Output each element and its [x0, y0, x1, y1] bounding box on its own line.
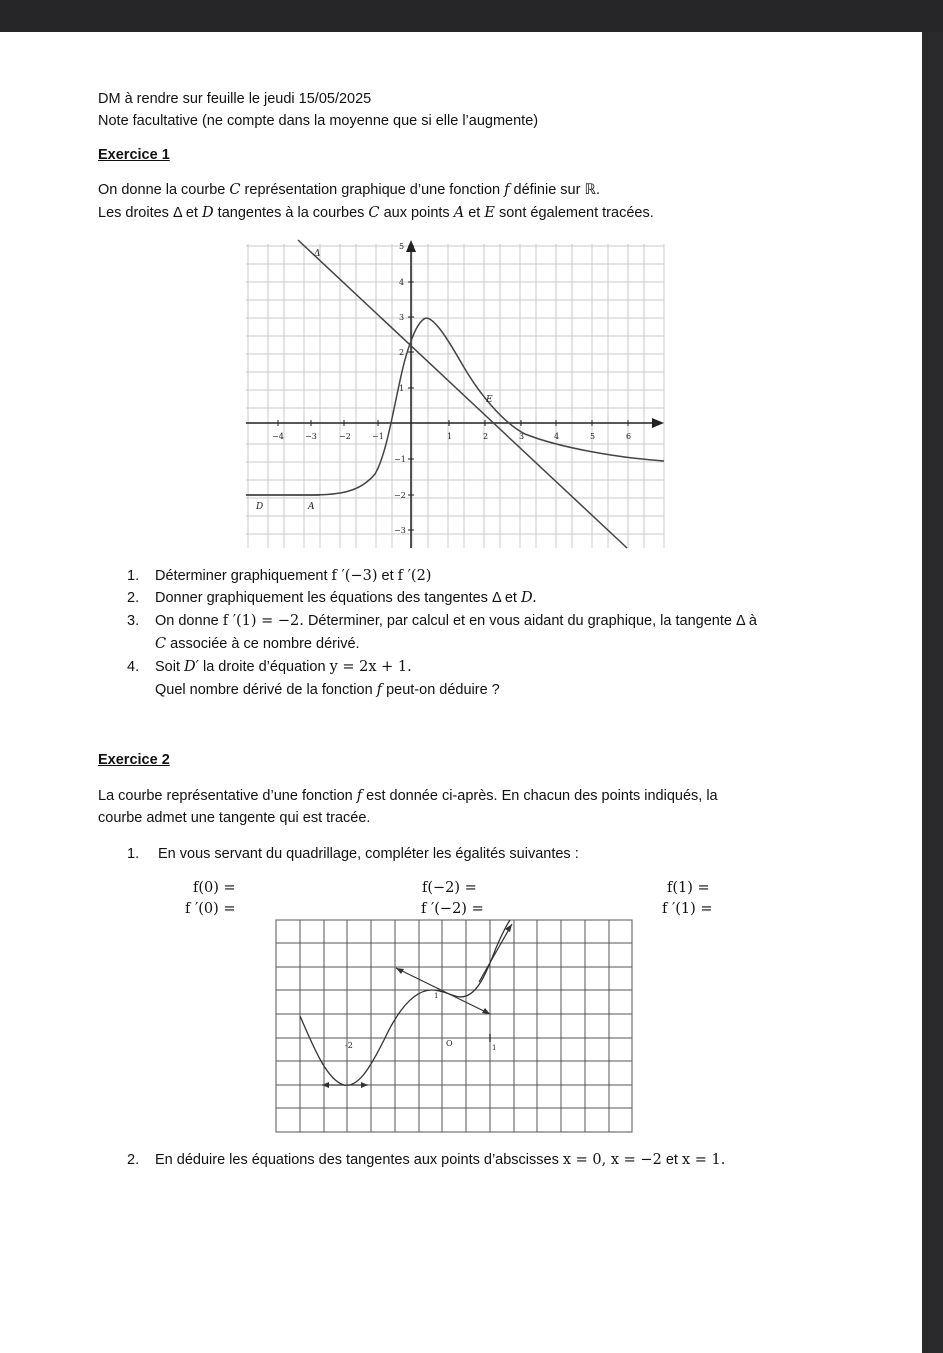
q4-number: 4. [127, 659, 140, 675]
y-tick-label: 5 [399, 242, 405, 251]
ex1-question-4: Soit D′ la droite d’équation y = 2x + 1. [155, 659, 412, 675]
x-tick-label: 2 [483, 432, 489, 441]
x-tick-label: 1 [447, 432, 453, 441]
x-tick-label: −2 [339, 432, 351, 441]
exercise-2-graph [274, 918, 636, 1136]
ex1-question-2: Donner graphiquement les équations des tangentes Δ et D. [155, 590, 537, 606]
eq-f-minus2: f(−2) = [422, 880, 477, 896]
label-D: D [256, 502, 264, 512]
label-A: A [308, 502, 315, 512]
eq-fprime-minus2: f ′(−2) = [421, 901, 484, 917]
header-line-1: DM à rendre sur feuille le jeudi 15/05/2025 [98, 91, 372, 107]
exercise-1-intro-2: Les droites Δ et D tangentes à la courbes C aux points A et E sont également tracées. [98, 205, 654, 221]
y-tick-label: 4 [399, 278, 405, 287]
tangent-arrow [361, 1082, 368, 1088]
y-tick-label: 1 [399, 384, 405, 393]
exercise-1-graph [240, 234, 670, 552]
exercise-2-title: Exercice 2 [98, 752, 170, 768]
y-tick-label: 2 [399, 348, 405, 357]
eq-fprime1: f ′(1) = [662, 901, 713, 917]
label-origin: O [446, 1039, 453, 1048]
eq-f1: f(1) = [667, 880, 710, 896]
ex1-question-4-cont: Quel nombre dérivé de la fonction f peut-on déduire ? [155, 682, 500, 698]
q3-number: 3. [127, 613, 140, 629]
label-1: 1 [492, 1044, 497, 1052]
header-line-2: Note facultative (ne compte dans la moyenne que si elle l’augmente) [98, 113, 539, 129]
curve-C [246, 318, 664, 495]
x-axis-arrow [652, 418, 664, 428]
tangent-arrow [322, 1082, 329, 1088]
x-tick-label: 6 [626, 432, 632, 441]
ex2-q2-number: 2. [127, 1152, 140, 1168]
x-tick-label: −4 [272, 432, 284, 441]
y-tick-label: −2 [394, 491, 406, 500]
q2-number: 2. [127, 590, 140, 606]
ex2-question-1: En vous servant du quadrillage, compléter les égalités suivantes : [158, 846, 579, 862]
exercise-1-title: Exercice 1 [98, 147, 170, 163]
exercise-1-intro-1: On donne la courbe C représentation graphique d’une fonction f définie sur ℝ. [98, 182, 600, 198]
ex1-question-3: On donne f ′(1) = −2. Déterminer, par calcul et en vous aidant du graphique, la tangente Δ à [155, 613, 757, 629]
top-bar [0, 0, 943, 32]
tangent-arrow [482, 1008, 490, 1014]
y-tick-label: −3 [394, 526, 406, 535]
x-tick-label: 4 [554, 432, 560, 441]
y-tick-label: 3 [399, 313, 405, 322]
tangent-arrow [396, 968, 404, 974]
label-minus-2: -2 [345, 1041, 353, 1050]
eq-f0: f(0) = [193, 880, 236, 896]
y-tick-label: −1 [394, 455, 406, 464]
tangent-delta [298, 240, 627, 548]
ex1-question-1: Déterminer graphiquement f ′(−3) et f ′(2) [155, 568, 432, 584]
x-tick-label: 3 [519, 432, 525, 441]
q1-number: 1. [127, 568, 140, 584]
ex1-question-3-cont: C associée à ce nombre dérivé. [155, 636, 360, 652]
exercise-2-intro-1: La courbe représentative d’une fonction f est donnée ci-après. En chacun des points indiqués, la [98, 788, 718, 804]
label-delta: Δ [314, 249, 321, 259]
ex2-q1-number: 1. [127, 846, 140, 862]
x-tick-label: −3 [305, 432, 317, 441]
label-E: E [486, 395, 493, 405]
eq-fprime0: f ′(0) = [185, 901, 236, 917]
tangent-0 [396, 968, 490, 1014]
x-tick-label: 5 [590, 432, 596, 441]
x-tick-label: −1 [372, 432, 384, 441]
tangent-1 [479, 924, 512, 982]
exercise-2-intro-2: courbe admet une tangente qui est tracée. [98, 810, 371, 826]
ex2-question-2: En déduire les équations des tangentes aux points d’abscisses x = 0, x = −2 et x = 1. [155, 1152, 726, 1168]
label-y-1: 1 [434, 992, 439, 1000]
